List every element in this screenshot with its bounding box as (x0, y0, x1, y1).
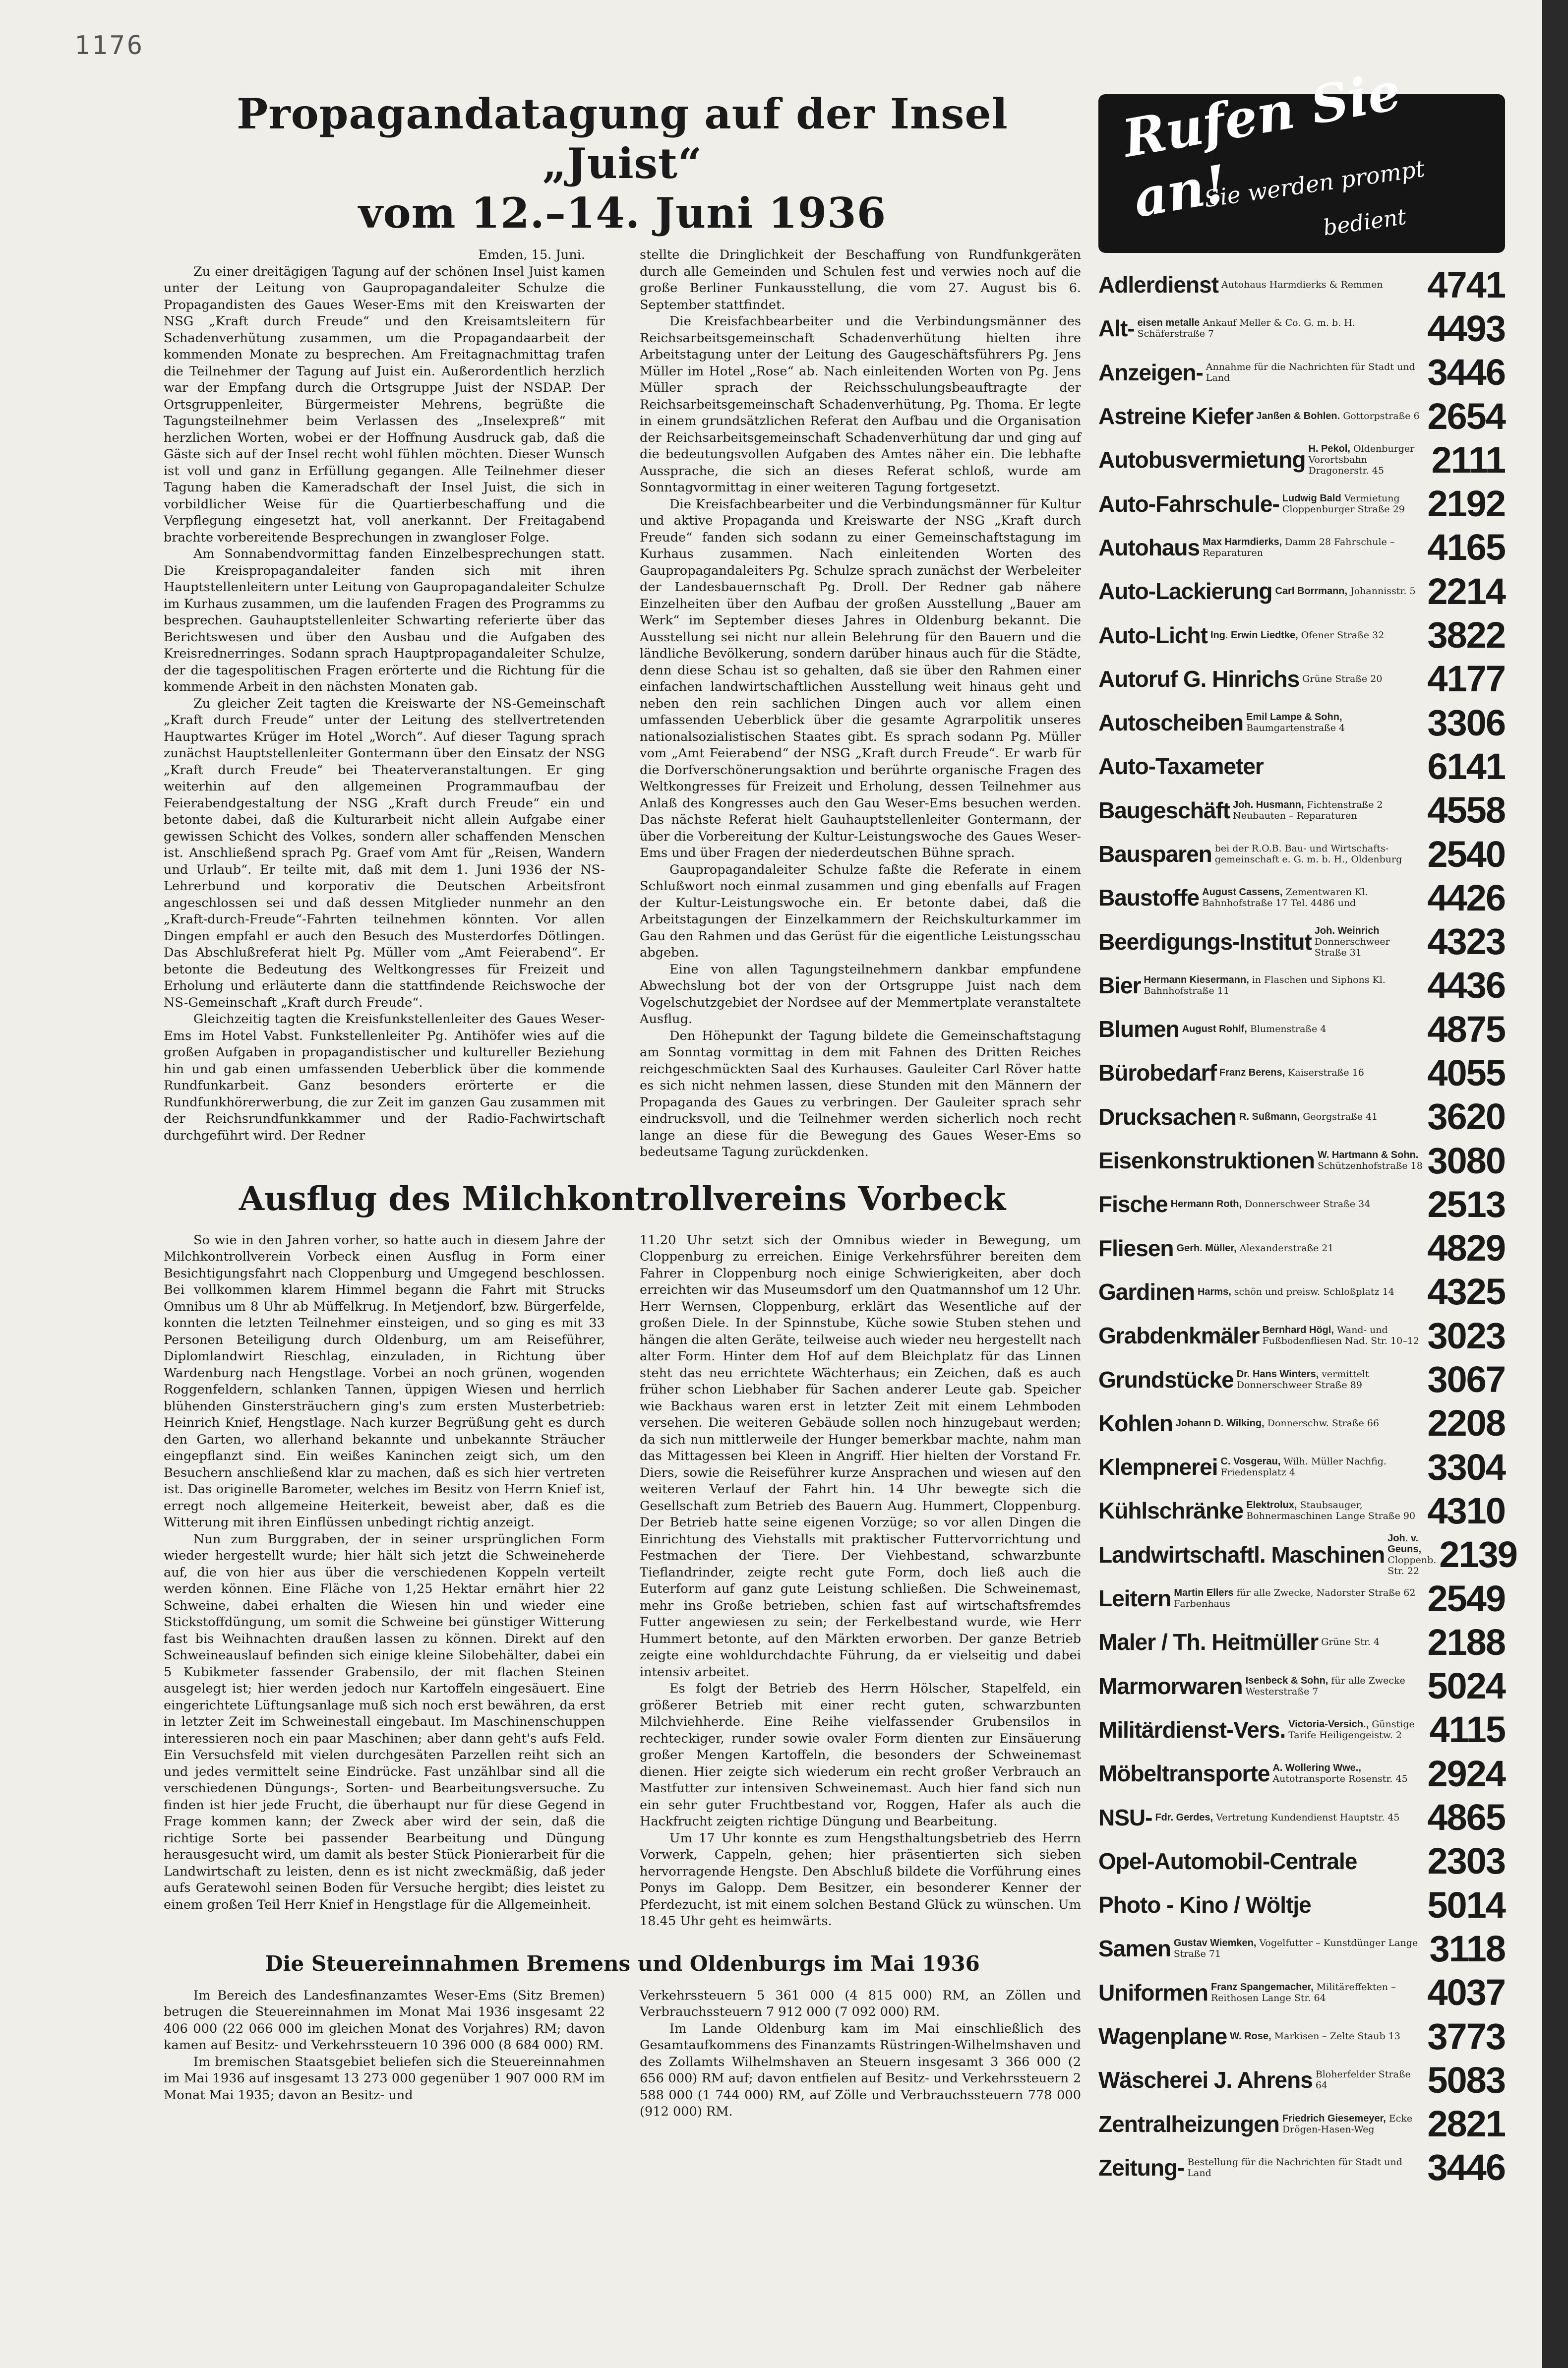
ad-phone-number: 4325 (1427, 1271, 1505, 1313)
ad-phone-number: 4426 (1427, 877, 1505, 918)
ad-phone-number: 4558 (1427, 789, 1505, 831)
ad-detail (1218, 1456, 1428, 1478)
ad-phone-number: 2513 (1427, 1183, 1505, 1225)
ad-phone-number: 3306 (1427, 702, 1505, 743)
ad-detail (1279, 2113, 1428, 2135)
ad-detail (1195, 1286, 1427, 1297)
ad-row (1098, 657, 1505, 701)
ad-address: Autotransporte Rosenstr. 45 (1272, 1773, 1408, 1785)
ad-company: Joh. Weinrich (1314, 925, 1380, 936)
ad-phone-number: 4436 (1427, 965, 1505, 1006)
ad-row (1098, 744, 1505, 788)
ad-row (1098, 1445, 1505, 1489)
ad-detail (1208, 1982, 1427, 2004)
ad-address: Vertretung Kundendienst Hauptstr. 45 (1216, 1812, 1400, 1823)
ad-phone-number: 4323 (1427, 921, 1505, 963)
ad-company: W. Hartmann & Sohn. (1317, 1150, 1419, 1161)
paragraph: Den Höhepunkt der Tagung bildete die Gemeinschaftstagung am Sonntag vormittag in dem mit Fahnen des Dritten Reiches reichgeschmückten Saal des Kurhauses. Gauleiter Carl Röver hatte es sich nicht nehmen lassen, diese Stunden mit den Männern der Propaganda des Gaues zu verbringen. Der Gauleiter sprach sehr eindrucksvoll, und die Teilnehmer werden sicherlich noch recht lange an diese für die Bewegung des Gaues Weser-Ems so bedeutsame Tagung zurückdenken. (640, 1028, 1081, 1159)
ad-row (1098, 526, 1505, 569)
ad-address: Bestellung für die Nachrichten für Stadt und Land (1187, 2156, 1402, 2179)
ad-row (1098, 1357, 1505, 1401)
ad-row (1098, 1007, 1505, 1051)
ad-category: Bier (1098, 972, 1141, 998)
paragraph: stellte die Dringlichkeit der Beschaffung von Rundfunkgeräten durch alle Gemeinden und Schulen fest und verwies noch auf die große Berliner Funkausstellung, die vom 27. August bis 6. September stattfindet. (640, 247, 1081, 312)
ad-company: Dr. Hans Winters, (1236, 1368, 1319, 1380)
ad-category: Klempnerei (1098, 1454, 1218, 1480)
ad-phone-number: 2188 (1427, 1621, 1505, 1663)
ad-category: Adlerdienst (1098, 272, 1219, 298)
ad-phone-number: 2821 (1427, 2103, 1505, 2145)
paragraph: Gleichzeitig tagten die Kreisfunkstellenleiter des Gaues Weser-Ems im Hotel Vabst. Funkstellenleiter Pg. Antihöfer wies auf die großen Aufgaben in propagandistischer und kultureller Beziehung hin und gab einen umfassenden Ueberblick über die kommende Rundfunkarbeit. Ganz besonders erörterte er die Rundfunkhörerwerbung, die zur Zeit im ganzen Gau zusammen mit der Reichsrundfunkkammer und der Radio-Fachwirtschaft durchgeführt wird. Der Redner (164, 1012, 605, 1143)
ad-address: Zementwaren Kl. Bahnhofstraße 17 Tel. 4486 und (1202, 887, 1368, 909)
ad-company: Emil Lampe & Sohn, (1246, 712, 1342, 723)
ad-address: Blumenstraße 4 (1250, 1024, 1327, 1035)
ad-company: Isenbeck & Sohn, (1245, 1675, 1328, 1686)
ad-row (1098, 2058, 1505, 2102)
paragraph: Die Kreisfachbearbeiter und die Verbindungsmänner für Kultur und aktive Propaganda und Kreiswarte der NSG „Kraft durch Freude“ fanden sich sodann zu einer Gemeinschaftstagung im Kurhaus zusammen. Nach einleitenden Worten des Gaupropagandaleiters Pg. Schulze sprach zunächst der Werbeleiter der Landesbauernschaft Pg. Droll. Der Redner gab nähere Einzelheiten über den Aufbau der großen Ausstellung „Bauer am Werk“ im September dieses Jahres in Oldenburg bekannt. Die Ausstellung sei nicht nur allein Belehrung für den Bauern und die ländliche Bevölkerung, sondern darüber hinaus auch für die Städte, denn diese Schau ist so gehalten, daß sie über den Rahmen einer einfachen landwirtschaftlichen Ausstellung weit hinaus geht und neben den rein sachlichen Dingen auch vor allem einen umfassenden Ueberblick über die gesamte Agrarpolitik unseres nationalsozialistischen Staates gibt. Es sprach sodann Pg. Müller vom „Amt Feierabend“ der NSG „Kraft durch Freude“. Er warb für die Dorfverschönerungsaktion und berührte organische Fragen des Weltkongresses für Freizeit und Erholung, dessen Teilnehmer aus Anlaß des Kongresses auch den Gau Weser-Ems besuchen werden. Das nächste Referat hielt Gauhauptstellenleiter Gontermann, der über die Vorbereitung der Kultur-Leistungswoche des Gaues Weser-Ems und über Fragen der niederdeutschen Bühne sprach. (640, 496, 1081, 860)
paragraph: Am Sonnabendvormittag fanden Einzelbesprechungen statt. Die Kreispropagandaleiter fanden sich mit ihren Hauptstellenleitern unter Leitung von Gaupropagandaleiter Schulze im Kurhaus zusammen, um die laufenden Fragen des Programms zu besprechen. Gauhauptstellenleiter Schwarting referierte über das Berichtswesen und über den Ausbau und die Aufgaben des Kreisrednerringes. Sodann sprach Hauptpropagandaleiter Schulze, der die tagespolitischen Fragen erörterte und die Richtung für die kommende Arbeit in den nächsten Monaten gab. (164, 546, 605, 694)
ad-category: Alt- (1098, 315, 1135, 342)
ad-category: Autoruf G. Hinrichs (1098, 666, 1300, 692)
ad-address: Baumgartenstraße 4 (1246, 723, 1345, 734)
ad-detail (1227, 2031, 1427, 2042)
ad-row (1098, 919, 1505, 963)
ad-phone-number: 4177 (1427, 658, 1505, 700)
ad-detail (1285, 1719, 1429, 1741)
ad-detail (1313, 2069, 1428, 2091)
paragraph: Um 17 Uhr konnte es zum Hengsthaltungsbetrieb des Herrn Vorwerk, Cappeln, gehen; hier präsentierten sich sieben hervorragende Hengste. Den Abschluß bildete die Vorführung eines Ponys im Galopp. Dem Besitzer, ein besonderer Kenner der Pferdezucht, ist mit einem solchen Bestand Glück zu wünschen. Um 18.45 Uhr geht es heimwärts. (640, 1830, 1081, 1929)
ad-phone-number: 4829 (1427, 1227, 1505, 1269)
ad-detail (1212, 843, 1428, 865)
ad-category: Auto-Licht (1098, 622, 1207, 648)
ad-company: Joh. v. Geuns, (1387, 1532, 1422, 1555)
ad-detail (1174, 1243, 1428, 1254)
ad-phone-number: 2654 (1427, 395, 1505, 437)
ad-phone-number: 4741 (1427, 264, 1505, 305)
article2-title: Ausflug des Milchkontrollvereins Vorbeck (239, 1179, 1006, 1218)
telephone-directory-ads (1098, 60, 1517, 2189)
ad-category: Eisenkonstruktionen (1098, 1148, 1315, 1174)
ad-detail (1236, 1111, 1427, 1122)
ad-phone-number: 4055 (1427, 1052, 1505, 1093)
ad-detail (1259, 1325, 1427, 1346)
ad-detail (1199, 887, 1427, 909)
ad-phone-number: 2214 (1427, 570, 1505, 612)
ad-company: Elektrolux, (1246, 1500, 1297, 1511)
paragraph: Zu einer dreitägigen Tagung auf der schönen Insel Juist kamen unter der Leitung von Gaupropagandaleiter Schulze die Propagandisten des Gaues Weser-Ems mit den Kreiswarten der NSG „Kraft durch Freude“ und den Kreisamtsleitern für Schadenverhütung zusammen, um die Propagandaarbeit der kommenden Monate zu besprechen. Am Freitagnachmittag trafen die Teilnehmer der Tagung auf Juist ein. Außerordentlich herzlich war der Empfang durch die Ortsgruppe Juist der NSDAP. Der Ortsgruppenleiter, Bürgermeister Mehrens, begrüßte die Tagungsteilnehmer beim Verlassen des „Inselexpreß“ mit herzlichen Worten, wobei er der Hoffnung Ausdruck gab, daß die Gäste sich auf der Insel recht wohl fühlen möchten. Dieser Wunsch ist voll und ganz in Erfüllung gegangen. Alle Teilnehmer dieser Tagung haben die Kameradschaft der Insel Juist, die sich in vorbildlicher Weise für die Quartierbeschaffung und die Verpflegung eingesetzt hat, voll anerkannt. Der Freitagabend brachte vorbereitende Besprechungen in zwangloser Folge. (164, 264, 605, 545)
ad-category: Autoscheiben (1098, 710, 1244, 736)
ad-row (1098, 1139, 1505, 1182)
ad-row (1098, 1270, 1505, 1314)
ad-detail (1243, 1675, 1428, 1697)
ad-detail (1299, 673, 1427, 684)
ad-detail (1315, 1150, 1427, 1171)
ad-phone-number: 3446 (1427, 352, 1505, 393)
ad-company: Franz Berens, (1219, 1067, 1285, 1079)
ad-address: Annahme für die Nachrichten für Stadt und Land (1206, 361, 1415, 383)
ad-row (1098, 1795, 1505, 1839)
ad-row (1098, 351, 1505, 394)
ad-phone-number: 4115 (1429, 1709, 1505, 1751)
ad-detail (1312, 925, 1428, 958)
ad-category: Anzeigen- (1098, 359, 1203, 385)
ad-address: Fichtenstraße 2 Neubauten – Reparaturen (1233, 799, 1383, 821)
paragraph: Verkehrssteuern 5 361 000 (4 815 000) RM, an Zöllen und Verbrauchssteuern 7 912 000 (7 092 000) RM. (640, 1988, 1081, 2019)
ad-category: Auto-Fahrschule- (1098, 490, 1279, 517)
ad-company: Hermann Roth, (1170, 1199, 1242, 1210)
ad-row (1098, 1664, 1505, 1708)
ad-category: Bausparen (1098, 841, 1212, 867)
ad-phone-number: 2139 (1439, 1534, 1517, 1576)
ad-row (1098, 1051, 1505, 1094)
ad-category: Autohaus (1098, 534, 1200, 560)
banner-subline: Sie werden prompt (1203, 155, 1427, 213)
ad-phone-number: 3023 (1427, 1315, 1505, 1356)
article1-title-line2: vom 12.–14. Juni 1936 (358, 188, 887, 238)
ad-company: Friedrich Giesemeyer, (1282, 2113, 1386, 2124)
ad-company: Janßen & Bohlen. (1256, 411, 1340, 422)
paragraph: 11.20 Uhr setzt sich der Omnibus wieder in Bewegung, um Cloppenburg zu erreichen. Einige Verkehrsführer bereiten dem Fahrer in Cloppenburg noch einige Schwierigkeiten, aber doch erreichten wir das Museumsdorf um den Quatmannshof um 12 Uhr. Herr Wernsen, Cloppenburg, erklärt das Wesentliche auf der großen Diele. In der Spinnstube, Küche sowie Stuben stehen und hängen die alten Geräte, teilweise auch wieder neu hergestellt nach alter Form. Hinter dem Hof auf dem Bleichplatz für das Linnen steht das neu errichtete Wächterhaus; ein Zeichen, daß es auch früher schon Liebhaber für Sachen anderer Leute gab. Speicher wie Backhaus waren erst in letzter Zeit mit einem Lehmboden versehen. Die weiteren Gebäude sollen noch hinzugebaut werden; da sich nun mittlerweile der Hunger bemerkbar machte, nahm man das Mittagessen bei Kleen in Angriff. Hier hielten der Vorstand Fr. Diers, sowie die Reiseführer kurze Ansprachen und wiesen auf den weiteren Verlauf der Fahrt hin. 14 Uhr bewegte sich die Gesellschaft zum Betrieb des Bauern Aug. Hummert, Cloppenburg. Der Betrieb hatte seine eigenen Vorzüge; so vor allen Dingen die Einrichtung des Viehstalls mit praktischer Futtervorrichtung und Festmachen der Tiere. Der Viehbestand, schwarzbunte Tieflandrinder, zeigte recht gute Form, doch ließ auch die Euterform auf ganz gute Leistung schließen. Die Schweinemast, mehr ins Große betrieben, schien fast auf wirtschaftsfremdes Futter angewiesen zu sein; der Ferkelbestand wurde, wie Herr Hummert betonte, auf den Märkten erworben. Der ganze Betrieb zeigte eine wohldurchdachte Führung, da er vielseitig und dabei intensiv arbeitet. (640, 1232, 1081, 1680)
ad-address: Donnerschw. Straße 66 (1267, 1417, 1380, 1429)
ad-detail (1234, 1369, 1428, 1391)
article3-col2 (640, 1988, 1081, 2121)
paragraph: Eine von allen Tagungsteilnehmern dankbar empfundene Abwechslung bot der von der Ortsgruppe Juist nach dem Vogelschutzgebiet der Nordsee auf der Memmertplate veranstaltete Ausflug. (640, 962, 1081, 1027)
ad-row (1098, 1927, 1505, 1970)
ad-detail (1216, 1067, 1427, 1078)
ad-phone-number: 3773 (1427, 2015, 1505, 2057)
ad-detail (1179, 1024, 1428, 1034)
ad-company: Fdr. Gerdes, (1155, 1812, 1213, 1823)
ad-phone-number: 2549 (1427, 1578, 1505, 1619)
ad-detail (1253, 411, 1427, 422)
ad-company: Ludwig Bald (1282, 492, 1341, 504)
ad-category: Drucksachen (1098, 1103, 1236, 1130)
ad-company: H. Pekol, (1308, 443, 1350, 455)
ad-detail (1318, 1637, 1427, 1647)
ad-address: Ecke Drögen-Hasen-Weg (1282, 2113, 1413, 2135)
banner-headline: Rufen Sie an! (1118, 60, 1405, 230)
ad-address: Cloppenb. Str. 22 (1387, 1554, 1437, 1577)
ad-category: Auto-Taxameter (1098, 753, 1264, 780)
ad-company: Joh. Husmann, (1233, 799, 1304, 810)
ad-row (1098, 1226, 1505, 1270)
ad-category: Photo - Kino / Wöltje (1098, 1892, 1311, 1918)
paragraph: Im Lande Oldenburg kam im Mai einschließlich des Gesamtaufkommens des Finanzamts Rüstringen-Wilhelmshaven und des Zollamts Wilhelmshaven an Steuern insgesamt 3 366 000 (2 656 000) RM auf; davon entfielen auf Besitz- und Verkehrssteuern 2 588 000 (1 744 000) RM, auf Zölle und Verbrauchssteuern 778 000 (912 000) RM. (640, 2021, 1081, 2119)
ad-category: Gardinen (1098, 1278, 1195, 1305)
ad-category: Leitern (1098, 1585, 1171, 1612)
ad-row (1098, 1708, 1505, 1752)
ad-detail (1200, 537, 1427, 558)
ad-detail (1141, 974, 1427, 996)
ad-row (1098, 964, 1505, 1007)
ad-address: in Flaschen und Siphons Kl. Bahnhofstraße 11 (1144, 974, 1386, 996)
paragraph: Nun zum Burggraben, der in seiner ursprünglichen Form wieder hergestellt wurde; hier hält sich jetzt die Schweineherde auf, die von hier aus über die verschiedenen Koppeln verteilt werden können. Eine Fläche von 1,25 Hektar ernährt hier 22 Schweine, dabei erhalten die Wiesen hin und wieder eine Stickstoffdüngung, um somit die Schweine bei günstiger Witterung fast bis Weihnachten draußen lassen zu können. Direkt auf den Schweineauslauf befinden sich einige kleine Silobehälter, dabei ein 5 Kubikmeter fassender Grabensilo, der mit flachen Steinen ausgelegt ist; hier werden jedoch nur Kartoffeln eingesäuert. Eine eingerichtete Lüftungsanlage muß sich noch erst bewähren, da erst in letzter Zeit im Schweinestall eingebaut. Im Maschinenschuppen interessieren noch ein paar Maschinen; aber dann geht's aufs Feld. Ein Versuchsfeld mit vielen durchgesäten Parzellen reiht sich an und jedes vermittelt seine Eindrücke. Fast unzählbar sind all die verschiedenen Düngungs-, Sorten- und Bearbeitungsversuche. Zu finden ist hier jede Frucht, die überhaupt nur für diese Gegend in Frage kommen kann; der Zweck aber wird der sein, daß die richtige Sorte bei passender Bearbeitung und Düngung herausgesucht wird, um damit als bester Stück Pionierarbeit für die Landwirtschaft zu leisten, denn es ist nicht zweckmäßig, daß jeder aufs Geratewohl seinen Boden für Versuche hergibt; dies leistet zu einem großen Teil Herr Knief in Hengstlage für die Allgemeinheit. (164, 1531, 605, 1912)
ad-address: Markisen – Zelte Staub 13 (1274, 2031, 1400, 2042)
ad-category: Kühlschränke (1098, 1498, 1244, 1524)
ad-category: Uniformen (1098, 1979, 1208, 2005)
ad-row (1098, 1401, 1505, 1445)
ad-row (1098, 832, 1505, 876)
article-steuereinnahmen (164, 1950, 1081, 2121)
ad-phone-number: 4493 (1427, 307, 1505, 349)
ad-category: Marmorwaren (1098, 1673, 1243, 1699)
ad-detail (1171, 1938, 1430, 1959)
ad-address: Wand- und Fußbodenfliesen Nad. Str. 10–12 (1262, 1325, 1419, 1347)
ad-phone-number: 5083 (1427, 2059, 1505, 2101)
ad-phone-number: 2208 (1427, 1402, 1505, 1444)
ad-detail (1173, 1418, 1427, 1429)
paragraph: Im Bereich des Landesfinanzamtes Weser-Ems (Sitz Bremen) betrugen die Steuereinnahmen im Monat Mai 1936 insgesamt 22 406 000 (22 066 000 im gleichen Monat des Vorjahres) RM; davon kamen auf Besitz- und Verkehrssteuern 10 396 000 (8 684 000) RM. (164, 1988, 605, 2053)
ad-category: Möbeltransporte (1098, 1761, 1270, 1787)
ad-phone-number: 3067 (1427, 1359, 1505, 1400)
ad-address: Militäreffekten – Reithosen Lange Str. 64 (1211, 1981, 1396, 2004)
ad-phone-number: 2303 (1427, 1840, 1505, 1882)
banner-subline2: bedient (1322, 204, 1408, 241)
ad-row (1098, 2102, 1505, 2145)
ad-detail (1243, 1500, 1427, 1521)
ad-address: Wilh. Müller Nachfig. Friedensplatz 4 (1220, 1456, 1387, 1478)
ad-category: Beerdigungs-Institut (1098, 928, 1312, 955)
ad-phone-number: 3620 (1427, 1096, 1505, 1138)
ad-row (1098, 1489, 1505, 1532)
ad-row (1098, 1883, 1505, 1927)
ad-phone-number: 4875 (1427, 1008, 1505, 1050)
ad-company: Carl Borrmann, (1275, 586, 1348, 597)
ad-phone-number: 4037 (1427, 1972, 1505, 2013)
ad-company: Johann D. Wilking, (1175, 1417, 1265, 1429)
ad-address: Bloherfelder Straße 64 (1315, 2069, 1411, 2091)
ads-list (1098, 263, 1517, 2189)
ad-company: Hermann Kiesermann, (1144, 974, 1249, 985)
ad-row (1098, 2146, 1505, 2189)
ad-phone-number: 3304 (1427, 1446, 1505, 1488)
ad-address: Vogelfutter – Kunstdünger Lange Straße 71 (1173, 1938, 1418, 1960)
ad-company: Max Harmdierks, (1203, 536, 1282, 547)
ad-address: Ankauf Meller & Co. G. m. b. H. Schäferstraße 7 (1137, 317, 1355, 340)
ad-row (1098, 1314, 1505, 1357)
ad-category: Samen (1098, 1936, 1171, 1962)
ad-row (1098, 394, 1505, 438)
ad-address: vermittelt Donnerschweer Straße 89 (1236, 1368, 1369, 1391)
scan-edge (1542, 0, 1568, 2368)
ad-phone-number: 6141 (1427, 745, 1505, 787)
ad-company: Victoria-Versich., (1288, 1718, 1369, 1730)
ad-phone-number: 3118 (1429, 1928, 1505, 1969)
ad-category: Zeitung- (1098, 2154, 1185, 2181)
ad-address: Georgstraße 41 (1303, 1111, 1378, 1122)
articles-column (164, 89, 1081, 2121)
ad-company: August Rohlf, (1182, 1024, 1247, 1035)
ad-address: Ofener Straße 32 (1301, 629, 1385, 641)
ad-category: Grundstücke (1098, 1366, 1234, 1393)
ad-row (1098, 263, 1505, 306)
article2-col1 (164, 1232, 605, 1930)
ad-row (1098, 569, 1505, 613)
ad-category: Landwirtschaftl. Maschinen (1098, 1541, 1385, 1568)
ad-phone-number: 4865 (1427, 1797, 1505, 1838)
ad-phone-number: 2192 (1427, 483, 1505, 525)
ad-address: Oldenburger Vorortsbahn Dragonerstr. 45 (1308, 443, 1415, 477)
ad-address: Grüne Str. 4 (1321, 1637, 1380, 1648)
paragraph: So wie in den Jahren vorher, so hatte auch in diesem Jahre der Milchkontrollverein Vorbeck einen Ausflug in Form einer Besichtigungsfahrt nach Cloppenburg und Umgegend beschlossen. Bei vollkommen klarem Himmel begann die Fahrt mit Strucks Omnibus um 8 Uhr ab Müffelkrug. In Metjendorf, bzw. Bürgerfelde, konnten die letzten Teilnehmer einsteigen, und so ging es mit 33 Personen Beteiligung durch Oldenburg, um am Reiseführer, Diplomlandwirt Rieschlag, einzuladen, in Richtung über Wardenburg nach Hengstlage. Vorbei an noch grünen, wogenden Roggenfeldern, schlanken Tannen, üppigen Wiesen und herrlich blühenden Ginstersträuchern ging's zum ersten Musterbetrieb: Heinrich Knief, Hengstlage. Nach kurzer Begrüßung geht es durch den Garten, wo allerhand bekannte und unbekannte Sträucher eingepflanzt sind. Ein weißes Kaninchen zeigt sich, um den Besuchern anschließend klar zu machen, daß es sich hier vertreten ist. Das originelle Barometer, welches im Besitz von Herrn Knief ist, erregt noch allgemeine Heiterkeit, beweist aber, daß es die Witterung mit ihren Einflüssen unbedingt richtig anzeigt. (164, 1232, 605, 1530)
ad-detail (1171, 1587, 1427, 1609)
ad-address: Grüne Straße 20 (1302, 673, 1383, 684)
ad-company: Ing. Erwin Liedtke, (1210, 629, 1298, 641)
ad-detail (1184, 2157, 1427, 2179)
ad-row (1098, 438, 1505, 482)
ad-category: Wäscherei J. Ahrens (1098, 2067, 1313, 2093)
ad-address: Donnerschweer Straße 34 (1245, 1199, 1371, 1210)
ad-detail (1218, 279, 1427, 290)
ad-category: Baustoffe (1098, 885, 1200, 911)
ad-detail (1385, 1533, 1439, 1577)
paragraph: Gaupropagandaleiter Schulze faßte die Referate in einem Schlußwort noch einmal zusammen und ging ebenfalls auf Fragen der Kultur-Leistungswoche ein. Er betonte dabei, daß die Arbeitstagungen der Einzelkammern der Reichskulturkammer im Gau den Rahmen und das Gerüst für die eigentliche Leistungsschau abgeben. (640, 862, 1081, 960)
ad-company: Gerh. Müller, (1176, 1242, 1237, 1254)
ad-detail (1230, 799, 1427, 821)
ad-address: Alexanderstraße 21 (1239, 1242, 1334, 1254)
ad-category: Grabdenkmäler (1098, 1323, 1260, 1349)
ad-phone-number: 2111 (1431, 439, 1505, 481)
article-milchkontrollverein (164, 1179, 1081, 1930)
ad-address: für alle Zwecke, Nadorster Straße 62 Farbenhaus (1174, 1587, 1416, 1610)
ad-detail (1279, 493, 1428, 515)
ad-address: Donnerschweer Straße 31 (1314, 936, 1390, 958)
ad-detail (1203, 362, 1428, 383)
ad-phone-number: 3080 (1427, 1140, 1505, 1181)
paragraph: Die Kreisfachbearbeiter und die Verbindungsmänner des Reichsarbeitsgemeinschaft Schadenverhütung hielten ihre Arbeitstagung unter der Leitung des Gaugeschäftsführers Pg. Jens Müller im Hotel „Rose“ ab. Nach einleitenden Worten von Pg. Jens Müller sprach der Reichsschulungsbeauftragte der Reichsarbeitsgemeinschaft Schadenverhütung, Pg. Thoma. Er legte in einem grundsätzlichen Referat den Aufbau und die Organisation der Reichsarbeitsgemeinschaft Schadenverhütung dar und ging auf die bedeutungsvollen Aufgaben des Amtes näher ein. Die lebhafte Aussprache, die sich an dieses Referat schloß, wurde am Sonntagvormittag in einer weiteren Tagung fortgesetzt. (640, 314, 1081, 495)
ad-phone-number: 2540 (1427, 833, 1505, 875)
ad-row (1098, 1095, 1505, 1139)
ad-row (1098, 482, 1505, 525)
article-propagandatagung (164, 89, 1081, 1161)
ad-row (1098, 1971, 1505, 2014)
ad-category: Autobusvermietung (1098, 447, 1306, 473)
ad-phone-number: 4165 (1427, 527, 1505, 568)
ad-detail (1305, 443, 1431, 476)
ad-company: Franz Spangemacher, (1211, 1981, 1314, 1993)
ad-row (1098, 306, 1505, 350)
ad-phone-number: 4310 (1427, 1490, 1505, 1531)
ad-address: Kaiserstraße 16 (1288, 1067, 1364, 1079)
ad-address: schön und preisw. Schloßplatz 14 (1234, 1286, 1394, 1297)
ad-category: Fische (1098, 1191, 1168, 1217)
article1-col1 (164, 247, 605, 1161)
ad-category: Opel-Automobil-Centrale (1098, 1848, 1357, 1874)
article3-col1 (164, 1988, 605, 2121)
ad-row (1098, 1182, 1505, 1226)
ad-company: A. Wollering Wwe., (1272, 1762, 1361, 1774)
ad-category: Bürobedarf (1098, 1060, 1216, 1086)
ad-row (1098, 789, 1505, 832)
ad-row (1098, 1577, 1505, 1620)
paragraph: Zu gleicher Zeit tagten die Kreiswarte der NS-Gemeinschaft „Kraft durch Freude“ unter der Leitung des stellvertretenden Hauptwartes Krüger im Hotel „Worch“. Auf dieser Tagung sprach zunächst Hauptstellenleiter Gontermann über den Einsatz der NSG „Kraft durch Freude“ bei Theaterveranstaltungen. Er ging weiterhin auf den allgemeinen Programmaufbau der Feierabendgestaltung der NSG „Kraft durch Freude“ ein und betonte dabei, daß die Kulturarbeit nicht allein Aufgabe einer gewissen Schicht des Volkes, sondern aller schaffenden Menschen ist. Anschließend sprach Pg. Graef vom Amt für „Reisen, Wandern und Urlaub“. Er teilte mit, daß mit dem 1. Juni 1936 der NS-Lehrerbund und korporativ die Deutschen Arbeitsfront angeschlossen sei und daß dessen Mitglieder nunmehr an den „Kraft-durch-Freude“-Fahrten teilnehmen könnten. Vor allen Dingen empfahl er auch den Besuch des Musterdorfes Dötlingen. Das Abschlußreferat hielt Pg. Müller vom „Amt Feierabend“. Er betonte die Bedeutung des Weltkongresses für Freizeit und Erholung und erläuterte dann die stattfindende Reichswoche der NS-Gemeinschaft „Kraft durch Freude“. (164, 696, 605, 1010)
ad-category: Baugeschäft (1098, 797, 1230, 823)
ad-category: Militärdienst-Vers. (1098, 1716, 1286, 1743)
ad-detail (1272, 586, 1427, 597)
ad-address: Vermietung Cloppenburger Straße 29 (1282, 492, 1405, 515)
ad-row (1098, 1839, 1505, 1883)
ad-company: Gustav Wiemken, (1173, 1938, 1257, 1949)
ad-row (1098, 1532, 1517, 1577)
ad-company: eisen metalle (1137, 317, 1200, 329)
ad-phone-number: 5024 (1427, 1665, 1505, 1707)
ad-address: Gottorpstraße 6 (1343, 411, 1420, 422)
ad-company: R. Sußmann, (1239, 1111, 1300, 1122)
ad-address: Autohaus Harmdierks & Remmen (1221, 279, 1383, 291)
ad-category: Maler / Th. Heitmüller (1098, 1629, 1319, 1655)
dateline: Emden, 15. Juni. (478, 247, 585, 262)
ad-company: Martin Ellers (1174, 1587, 1234, 1599)
ad-category: Zentralheizungen (1098, 2111, 1279, 2137)
ad-detail (1269, 1762, 1427, 1784)
page-number: 1176 (74, 31, 145, 61)
ad-phone-number: 3822 (1427, 614, 1505, 656)
ad-company: August Cassens, (1202, 887, 1283, 898)
ad-category: Wagenplane (1098, 2023, 1227, 2050)
ad-address: bei der R.O.B. Bau- und Wirtschafts-gemeinschaft e. G. m. b. H., Oldenburg (1214, 843, 1402, 865)
ad-address: für alle Zwecke Westerstraße 7 (1245, 1675, 1405, 1697)
article3-title: Die Steuereinnahmen Bremens und Oldenburgs im Mai 1936 (265, 1951, 980, 1976)
ad-detail (1135, 317, 1428, 339)
rufen-sie-an-banner (1098, 60, 1505, 253)
ad-category: Fliesen (1098, 1235, 1174, 1261)
ad-detail (1168, 1199, 1428, 1210)
paragraph: Im bremischen Staatsgebiet beliefen sich die Steuereinnahmen im Mai 1936 auf insgesamt 13 273 000 gegenüber 1 907 000 RM im Monat Mai 1935; davon an Besitz- und (164, 2054, 605, 2103)
ad-category: Astreine Kiefer (1098, 403, 1254, 429)
ad-address: Damm 28 Fahrschule – Reparaturen (1203, 536, 1395, 558)
ad-category: NSU- (1098, 1804, 1152, 1830)
article2-col2 (640, 1232, 1081, 1930)
ad-row (1098, 876, 1505, 919)
ad-row (1098, 701, 1505, 744)
ad-address: Johannisstr. 5 (1350, 586, 1416, 597)
ad-phone-number: 2924 (1427, 1753, 1505, 1794)
ad-detail (1243, 712, 1427, 733)
ad-row (1098, 2014, 1505, 2058)
ad-address: Staubsauger, Bohnermaschinen Lange Straße 90 (1246, 1500, 1416, 1522)
ad-category: Auto-Lackierung (1098, 578, 1272, 605)
article1-title-line1: Propagandatagung auf der Insel „Juist“ (237, 89, 1008, 188)
ad-row (1098, 1620, 1505, 1664)
ad-phone-number: 3446 (1427, 2147, 1505, 2188)
paragraph: Es folgt der Betrieb des Herrn Hölscher, Stapelfeld, ein größerer Betrieb mit einer recht guten, schwarzbunten Milchviehherde. Eine Reihe vielfassender Grubensilos in rechteckiger, runder sowie ovaler Form dienten zur Einsäuerung großer Mengen Kartoffeln, die besonders der Schweinemast dienen. Hier zeigte sich wiederum ein recht großer Verbrauch an Mastfutter zur intensiven Schweinemast. Auch hier fand sich nun ein sehr guter Fruchtbestand vor, Roggen, Hafer als auch die Hackfrucht zeigten richtige Düngung und Bearbeitung. (640, 1681, 1081, 1829)
ad-row (1098, 613, 1505, 657)
ad-address: Schützenhofstraße 18 (1317, 1160, 1423, 1172)
ad-company: C. Vosgerau, (1220, 1456, 1281, 1467)
ad-phone-number: 5014 (1427, 1884, 1505, 1926)
ad-category: Blumen (1098, 1016, 1179, 1042)
ad-company: Harms, (1197, 1286, 1231, 1297)
ad-detail (1152, 1812, 1427, 1823)
article1-col2 (640, 247, 1081, 1161)
ad-address: Günstige Tarife Heiligengeistw. 2 (1288, 1718, 1415, 1741)
ad-company: Bernhard Högl, (1262, 1325, 1334, 1336)
ad-company: W. Rose, (1230, 2031, 1271, 2042)
ad-category: Kohlen (1098, 1410, 1173, 1436)
ad-row (1098, 1752, 1505, 1795)
ad-detail (1207, 630, 1427, 641)
